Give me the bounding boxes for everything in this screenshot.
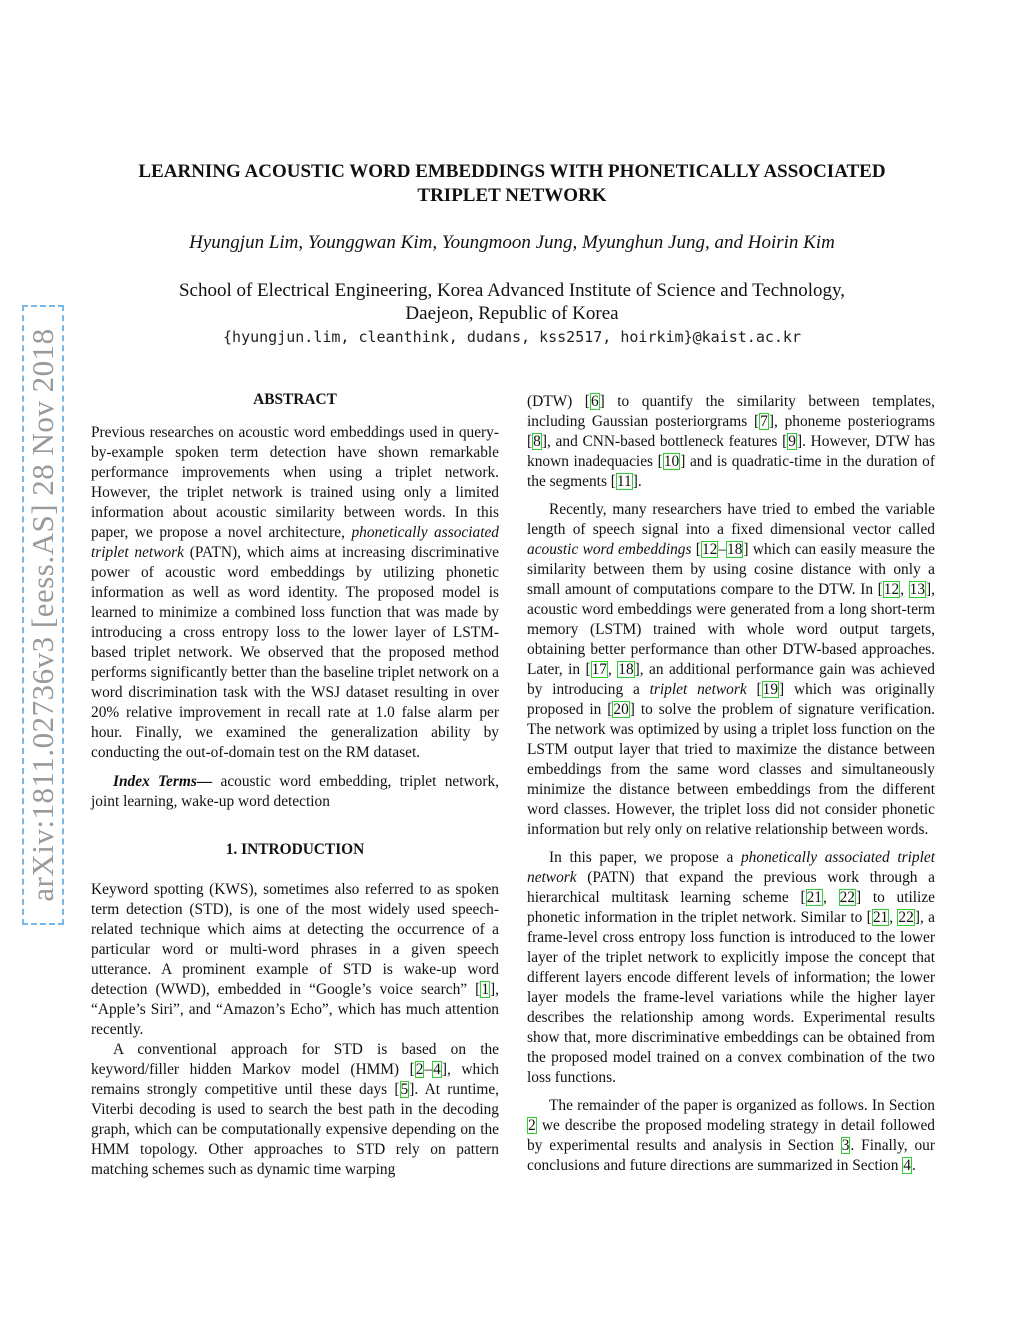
text-run: ], which remains strongly competitive until these days [ — [91, 1061, 499, 1098]
section-link[interactable]: 3 — [841, 1137, 850, 1154]
citation-link[interactable]: 4 — [433, 1061, 441, 1078]
text-run: we describe the proposed modeling strategy in detail followed by experimental results and analysis in Section — [527, 1117, 935, 1154]
text-run: – — [718, 541, 727, 558]
citation-link[interactable]: 6 — [590, 393, 599, 410]
author-emails: {hyungjun.lim, cleanthink, dudans, kss2517, hoirkim}@kaist.ac.kr — [223, 328, 801, 346]
emphasis-run: acoustic word embeddings — [527, 541, 692, 558]
abstract-text-part: Previous researches on acoustic word embeddings used in query-by-example spoken term detection have shown remarkable performance improvements when using a triplet network. However, the triplet network is trained using only a limited information about acoustic similarity between words. In this paper, we propose a novel architecture, — [91, 424, 499, 541]
abstract-text-part: (PATN), which aims at increasing discriminative power of acoustic word embeddings by utilizing phonetic information as well as word identity. The proposed model is learned to minimize a combined loss function that was made by introducing a cross entropy loss to the lower layer of LSTM-based triplet network. We observed that the proposed method performs significantly better than the baseline triplet network on a word discrimination task with the WSJ dataset resulting in over 20% relative improvement in recall rate at 1.0 false alarm per hour. Finally, we examined the generalization ability by conducting the out-of-domain test on the RM dataset. — [91, 544, 499, 761]
right-paragraph-2 — [527, 500, 935, 840]
citation-link[interactable]: 12 — [701, 541, 718, 558]
citation-link[interactable]: 1 — [481, 981, 490, 998]
text-run: ], acoustic word embeddings were generated from a long short-term memory (LSTM) trained with whole word output targets, obtaining better performance than other DTW-based approaches. Later, in [ — [527, 581, 936, 678]
section-link[interactable]: 2 — [528, 1117, 536, 1134]
index-terms — [91, 772, 499, 812]
affiliation — [100, 279, 924, 325]
citation-link[interactable]: 22 — [898, 909, 914, 926]
citation-link[interactable]: 20 — [613, 701, 629, 718]
text-run: [ — [746, 681, 762, 698]
text-run: ], phoneme posteriograms [ — [527, 413, 936, 450]
citation-link[interactable]: 2 — [415, 1061, 424, 1078]
text-run: ]. At runtime, Viterbi decoding is used to search the best path in the decoding graph, which can be computationally expensive depending on the HMM topology. Other approaches to STD rely on pattern matching schemes such as dynamic time warping — [91, 1081, 499, 1178]
text-run: ] and is quadratic-time in the duration of the segments [ — [527, 453, 935, 490]
title-line-1: LEARNING ACOUSTIC WORD EMBEDDINGS WITH PHONETICALLY ASSOCIATED — [138, 161, 886, 182]
text-run: ], and CNN-based bottleneck features [ — [541, 433, 788, 450]
citation-link[interactable]: 10 — [663, 453, 680, 470]
citation-link[interactable]: 7 — [760, 413, 768, 430]
text-run: ] to solve the problem of signature verification. The network was optimized by using a triplet loss function on the LSTM output layer that tried to maximize the distance between embeddings from the same word classes and simultaneously minimize the distance between embeddings from the different word classes. However, the triplet loss did not consider phonetic information but rely only on relative relationship between words. — [527, 701, 935, 838]
arxiv-stamp — [22, 305, 64, 925]
citation-link[interactable]: 19 — [762, 681, 779, 698]
text-run: , — [822, 889, 839, 906]
citation-link[interactable]: 21 — [806, 889, 822, 906]
introduction-heading: 1. INTRODUCTION — [225, 841, 365, 858]
text-run: (PATN) that expand the previous work through a hierarchical multitask learning scheme [ — [527, 869, 935, 906]
citation-link[interactable]: 22 — [839, 889, 855, 906]
text-run: – — [424, 1061, 433, 1078]
citation-link[interactable]: 21 — [872, 909, 889, 926]
text-run: ] to quantify the similarity between templates, including Gaussian posteriorgrams [ — [527, 393, 935, 430]
abstract-paragraph — [91, 423, 499, 763]
citation-link[interactable]: 18 — [618, 661, 634, 678]
section-link[interactable]: 4 — [903, 1157, 911, 1174]
intro-paragraph-1 — [91, 880, 499, 1040]
text-run: , — [608, 661, 618, 678]
text-run: ], “Apple’s Siri”, and “Amazon’s Echo”, which has much attention recently. — [91, 981, 499, 1038]
text-run: , — [900, 581, 909, 598]
emphasis-run: triplet network — [649, 681, 747, 698]
emphasis-run: phonetically associated triplet network — [527, 849, 935, 886]
citation-link[interactable]: 13 — [909, 581, 926, 598]
citation-link[interactable]: 11 — [616, 473, 632, 490]
text-run: In this paper, we propose a — [549, 849, 741, 866]
text-run: [ — [691, 541, 701, 558]
citation-link[interactable]: 17 — [591, 661, 607, 678]
index-terms-text: acoustic word embedding, triplet network, joint learning, wake-up word detection — [91, 773, 499, 810]
right-paragraph-4 — [527, 1096, 935, 1176]
text-run: ] which was originally proposed in [ — [527, 681, 935, 718]
text-run: ]. — [632, 473, 642, 490]
citation-link[interactable]: 18 — [727, 541, 743, 558]
text-run: Keyword spotting (KWS), sometimes also referred to as spoken term detection (STD), is one of the most widely used speech-related technique which aims at detecting the occurrence of a particular word or multi-word phrases in a given speech utterance. A prominent example of STD is wake-up word detection (WWD), embedded in “Google’s voice search” [ — [91, 881, 499, 998]
text-run: . Finally, our conclusions and future directions are summarized in Section — [527, 1137, 935, 1174]
arxiv-identifier: arXiv:1811.02736v3 [eess.AS] 28 Nov 2018 — [25, 328, 60, 902]
paper-title — [100, 160, 924, 208]
text-run: A conventional approach for STD is based on the keyword/filler hidden Markov model (HMM) [ — [91, 1041, 499, 1078]
text-run: ], a frame-level cross entropy loss function is introduced to the lower layer of the triplet network to explicitly impose the concept that different layers encode different levels of information; the lower layer models the frame-level variations while the higher layer describes the relationship among words. Experimental results show that, more discriminative embeddings can be obtained from the proposed model trained on a convex combination of the two loss functions. — [527, 909, 935, 1086]
abstract-heading: ABSTRACT — [253, 391, 337, 408]
author-list: Hyungjun Lim, Younggwan Kim, Youngmoon Jung, Myunghun Jung, and Hoirin Kim — [189, 232, 835, 253]
left-column — [91, 390, 499, 1180]
text-run: ], an additional performance gain was achieved by introducing a — [527, 661, 935, 698]
right-paragraph-3 — [527, 848, 935, 1088]
right-column — [527, 392, 935, 1176]
index-terms-label: Index Terms— — [113, 773, 213, 790]
text-run: ] which can easily measure the similarity between them by using cosine distance with only a small amount of computations compare to the DTW. In [ — [527, 541, 936, 598]
text-run: ] to utilize phonetic information in the triplet network. Similar to [ — [527, 889, 935, 926]
abstract-emphasis: phonetically associated triplet network — [91, 524, 499, 561]
citation-link[interactable]: 5 — [400, 1081, 409, 1098]
affiliation-line-2: Daejeon, Republic of Korea — [405, 303, 619, 324]
text-run: The remainder of the paper is organized as follows. In Section — [549, 1097, 935, 1114]
citation-link[interactable]: 12 — [883, 581, 900, 598]
text-run: , — [889, 909, 898, 926]
citation-link[interactable]: 9 — [788, 433, 796, 450]
text-run: . — [911, 1157, 916, 1174]
intro-paragraph-2 — [91, 1040, 499, 1180]
right-paragraph-1 — [527, 392, 935, 492]
affiliation-line-1: School of Electrical Engineering, Korea Advanced Institute of Science and Technology, — [178, 280, 846, 301]
text-run: ]. However, DTW has known inadequacies [ — [527, 433, 936, 470]
text-run: Recently, many researchers have tried to embed the variable length of speech signal into a fixed dimensional vector called — [527, 501, 935, 538]
text-run: (DTW) [ — [527, 393, 590, 410]
citation-link[interactable]: 8 — [533, 433, 541, 450]
title-line-2: TRIPLET NETWORK — [417, 185, 607, 206]
